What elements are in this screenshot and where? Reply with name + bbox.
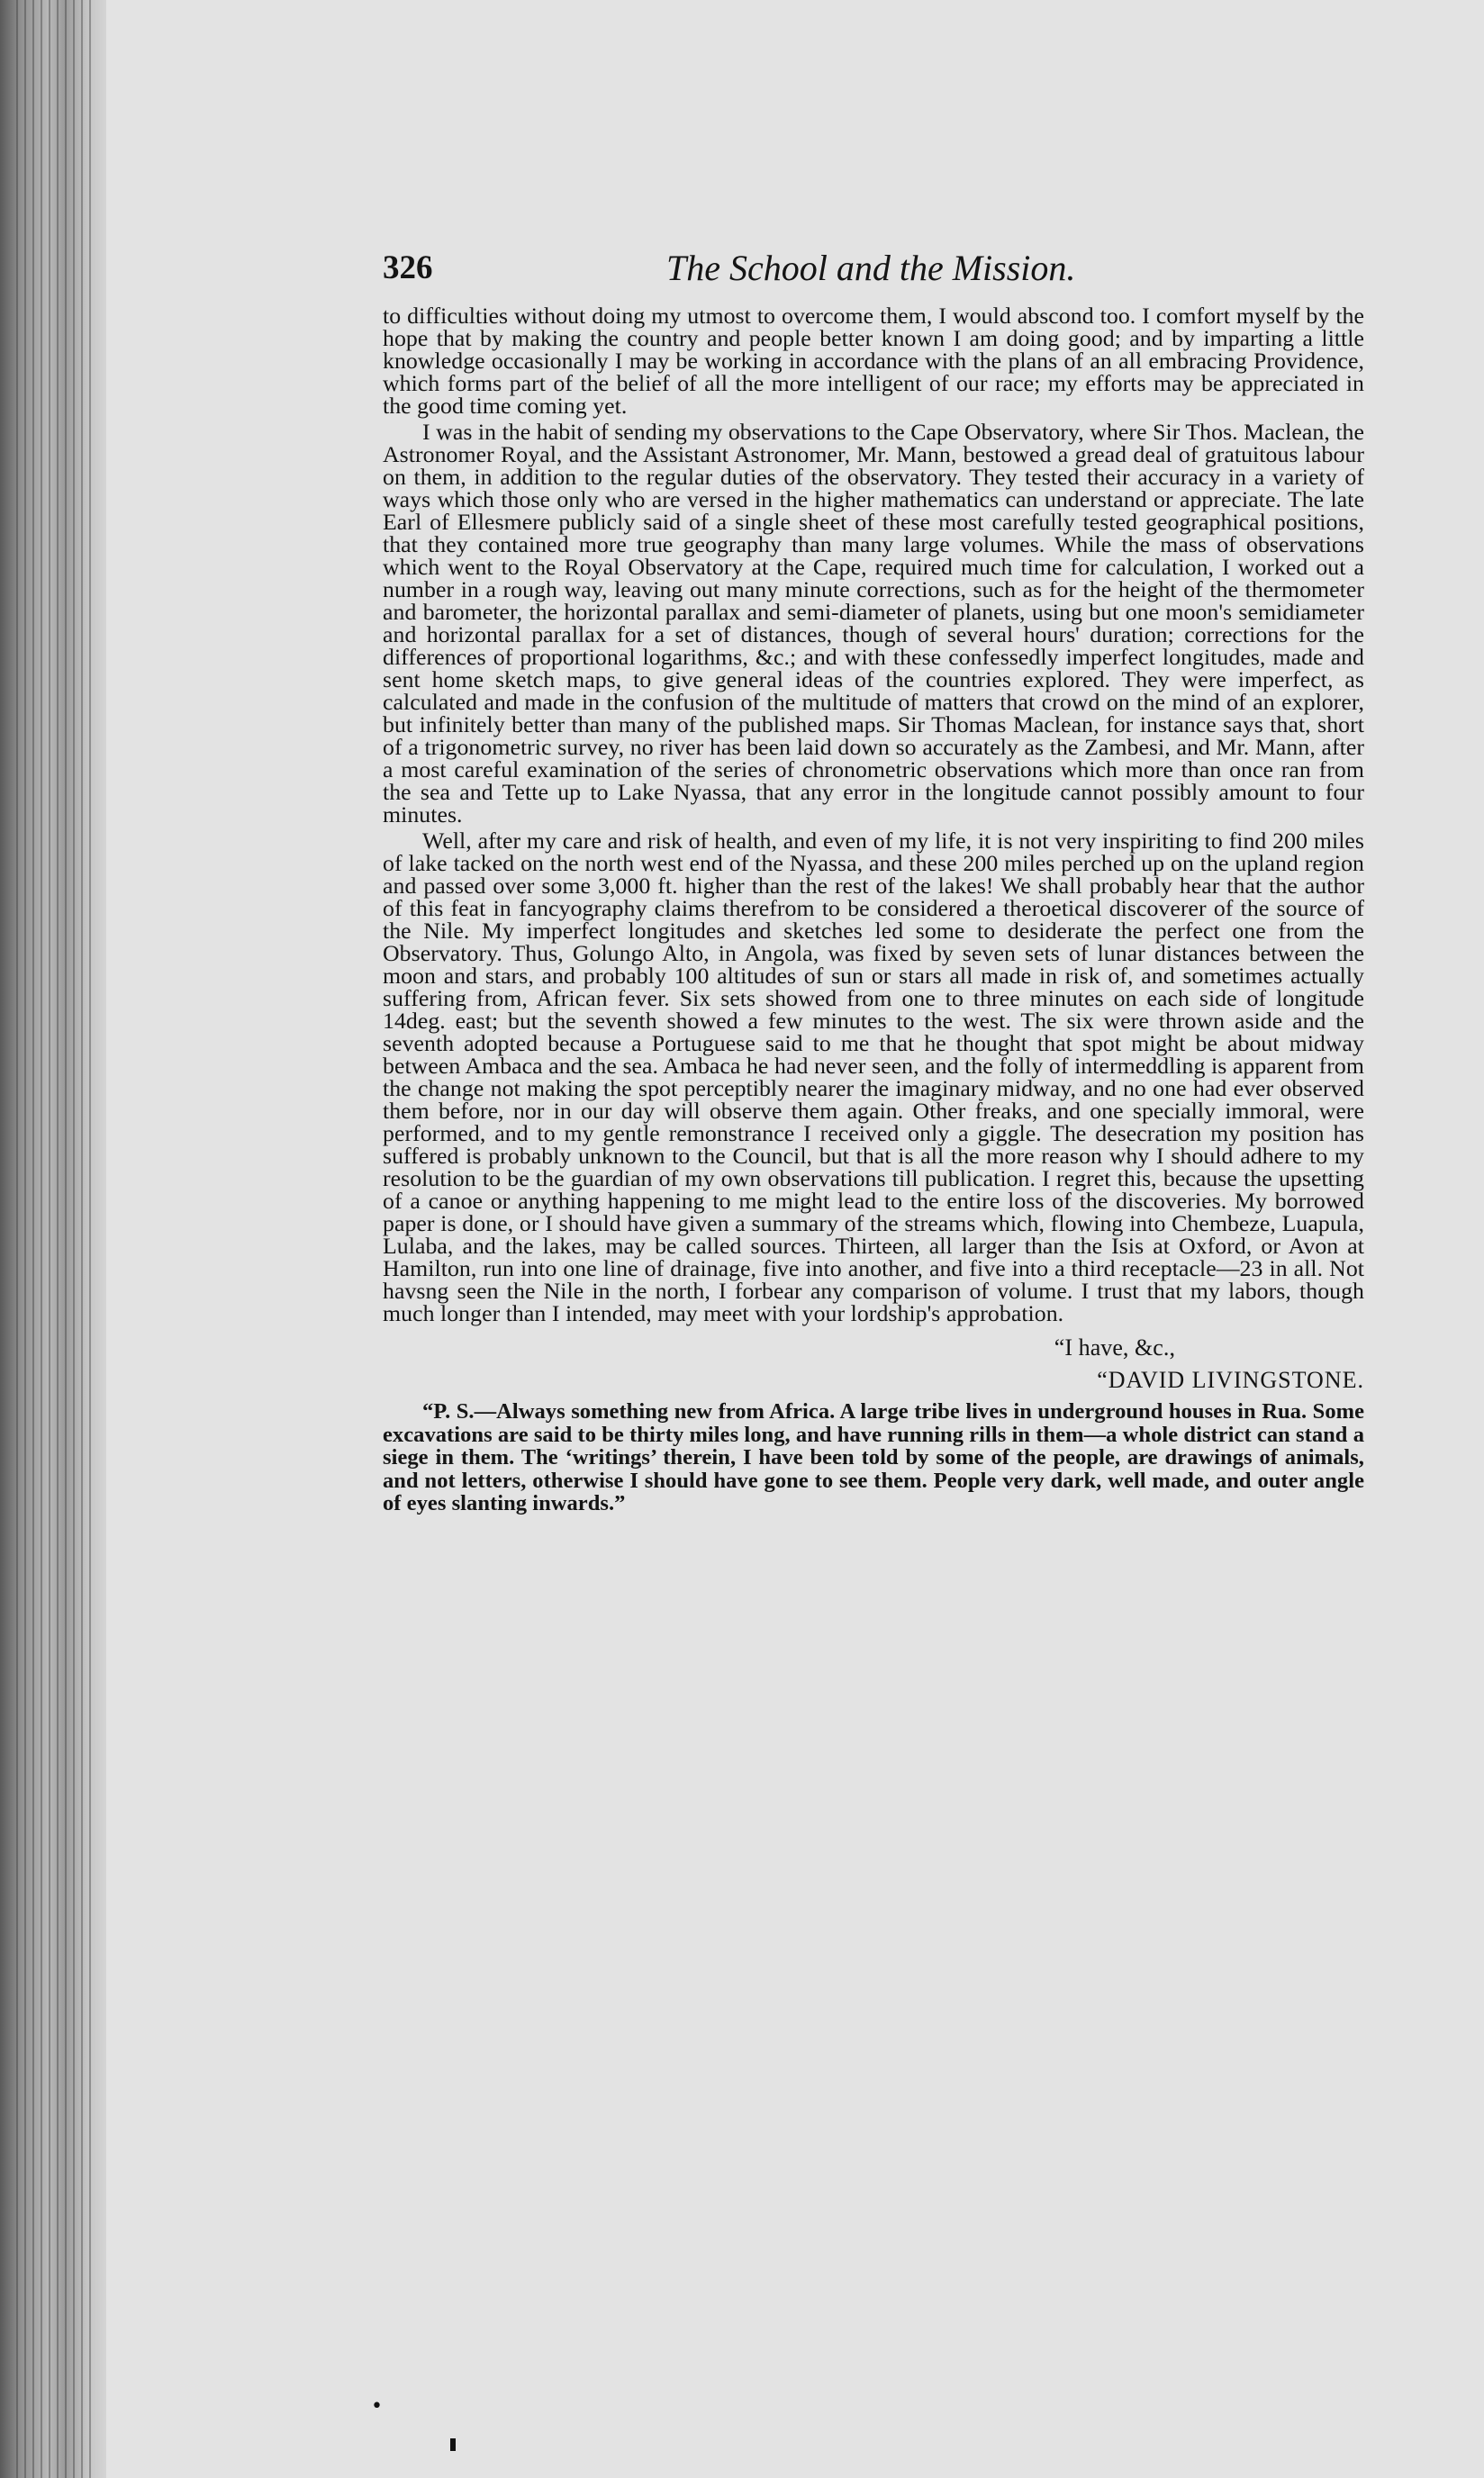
paragraph-3: Well, after my care and risk of health, and even of my life, it is not very inspiriting to find 200 miles of lake tacked on the north west end of the Nyassa, and these 200 miles perched up on the upland region and passed over some 3,000 ft. higher than the rest of the lakes! We shall probably hear that the author of this feat in fancyography claims therefrom to be considered a theroetical discoverer of the source of the Nile. My imperfect longitudes and sketches led some to desiderate the perfect one from the Observatory. Thus, Golungo Alto, in Angola, was fixed by seven sets of lunar distances between the moon and stars, and probably 100 altitudes of sun or stars all made in risk of, and sometimes actually suffering from, African fever. Six sets showed from one to three minutes on each side of longitude 14deg. east; but the seventh showed a few minutes to the west. The six were thrown aside and the seventh adopted because a Portuguese said to me that he thought that spot might be about midway between Ambaca and the sea. Ambaca he had never seen, and the folly of intermeddling is apparent from the change not making the spot perceptibly nearer the imaginary midway, and no one had ever observed them before, nor in our day will observe them again. Other freaks, and one specially immoral, were performed, and to my gentle remonstrance I received only a giggle. The desecration my position has suffered is probably unknown to the Council, but that is all the more reason why I should adhere to my resolution to be the guardian of my own observations till publication. I regret this, because the upsetting of a canoe or anything happening to me might lead to the entire loss of the discoveries. My borrowed paper is done, or I should have given a summary of the streams which, flowing into Chembeze, Luapula, Lulaba, and the lakes, may be called sources. Thirteen, all larger than the Isis at Oxford, or Avon at Hamilton, run into one line of drainage, five into another, and five into a third receptacle—23 in all. Not havsng seen the Nile in the north, I forbear any comparison of volume. I trust that my labors, though much longer than I intended, may meet with your lordship's approbation.	[383, 828, 1364, 1326]
text-block	[279, 243, 1369, 1515]
book-gutter	[0, 0, 108, 2478]
scan-speck: •	[371, 2395, 383, 2418]
running-title: The School and the Mission.	[666, 248, 1076, 288]
body-text	[279, 304, 1364, 1515]
closing-signature: “DAVID LIVINGSTONE.	[1097, 1367, 1364, 1393]
paragraph-2: I was in the habit of sending my observations to the Cape Observatory, where Sir Thos. Maclean, the Astronomer Royal, and the Assistant Astronomer, Mr. Mann, bestowed a gread deal of gratuitous labour on them, in addition to the regular duties of the observatory. They tested their accuracy in a variety of ways which those only who are versed in the higher mathematics can understand or appreciate. The late Earl of Ellesmere publicly said of a single sheet of these most carefully tested geographical positions, that they contained more true geography than many large volumes. While the mass of observations which went to the Royal Observatory at the Cape, required much time for calculation, I worked out a number in a rough way, leaving out many minute corrections, such as for the height of the thermometer and barometer, the horizontal parallax and semi-diameter of planets, using but one moon's semidiameter and horizontal parallax for a set of distances, though of several hours' duration; corrections for the differences of proportional logarithms, &c.; and with these confessedly imperfect longitudes, made and sent home sketch maps, to give general ideas of the countries explored. They were imperfect, as calculated and made in the confusion of the multitude of matters that crowd on the mind of an explorer, but infinitely better than many of the published maps. Sir Thomas Maclean, for instance says that, short of a trigonometric survey, no river has been laid down so accurately as the Zambesi, and Mr. Mann, after a most careful examination of the series of chronometric observations which more than once ran from the sea and Tette up to Lake Nyassa, that any error in the longitude cannot possibly amount to four minutes.	[383, 419, 1364, 828]
scan-mark	[450, 2438, 456, 2451]
closing-salutation: “I have, &c.,	[1054, 1334, 1175, 1361]
postscript: “P. S.—Always something new from Africa. A large tribe lives in underground houses in Rua. Some excavations are said to be thirty miles long, and have running rills in them—a whole district can stand a siege in them. The ‘writings’ therein, I have been told by some of the people, are drawings of animals, and not letters, otherwise I should have gone to see them. People very dark, well made, and outer angle of eyes slanting inwards.”	[383, 1399, 1364, 1515]
paragraph-1: to difficulties without doing my utmost to overcome them, I would abscond too. I comfort myself by the hope that by making the country and people better known I am doing good; and by imparting a little knowledge occasionally I may be working in accordance with the plans of an all embracing Providence, which forms part of the belief of all the more intelligent of our race; my efforts may be appreciated in the good time coming yet.	[383, 303, 1364, 419]
page-header	[279, 243, 1369, 297]
page-number: 326	[383, 249, 433, 286]
page-edges	[16, 0, 97, 2478]
letter-closing	[383, 1332, 1364, 1397]
